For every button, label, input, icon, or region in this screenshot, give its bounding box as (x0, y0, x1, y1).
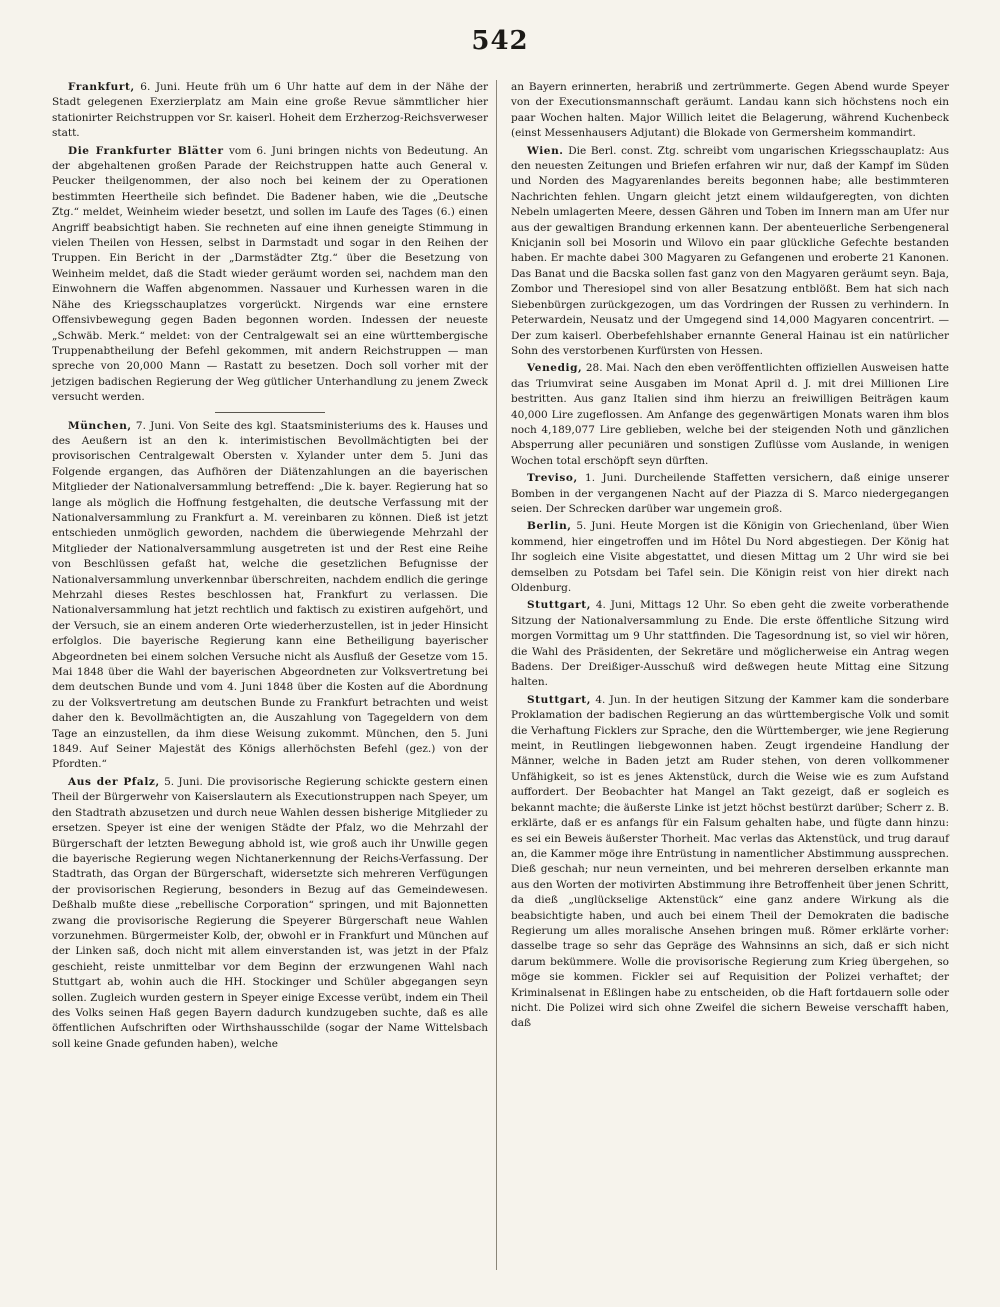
article-title: Treviso, (527, 472, 578, 485)
article-text: 5. Juni. Heute Morgen ist die Königin von Griechenland, über Wien kommend, hier eingetroffen und im Hôtel Du Nord abgestiegen. Der König hat Ihr sogleich eine Visite abgestattet, und diesen Mittag um 2 Uhr wird sie bei demselben zu Potsdam bei Tafel sein. Die Königin reist von hier direkt nach Oldenburg. (511, 520, 950, 594)
article-title: Die Frankfurter Blätter (68, 144, 224, 157)
article-frankfurt (52, 80, 488, 142)
article-title: Wien. (527, 144, 564, 157)
article-title: Frankfurt, (68, 81, 135, 93)
article-text: vom 6. Juni bringen nichts von Bedeutung. An der abgehaltenen großen Parade der Reichstruppen hatte auch General v. Peucker theilgenommen, der also noch bei keinem der zu Operationen bestimmten Heertheile sich befindet. Die Badener haben, wie die „Deutsche Ztg.“ meldet, Weinheim wieder besetzt, und sollen im Laufe des Tages (6.) einen Angriff beabsichtigt haben. Sie rechneten auf eine ihnen geneigte Stimmung in vielen Theilen von Hessen, selbst in Darmstadt und sogar in den Reihen der Truppen. Ein Bericht in der „Darmstädter Ztg.“ über die Besetzung von Weinheim meldet, daß die Stadt wieder geräumt worden sei, nachdem man den Einwohnern die Waffen abgenommen. Nassauer und Kurhessen waren in die Nähe des Kriegsschauplatzes vorgerückt. Nirgends war eine ernstere Offensivbewegung gegen Baden begonnen worden. Indessen der neueste „Schwäb. Merk.“ meldet: von der Centralgewalt sei an eine württembergische Truppenabtheilung der Befehl gekommen, mit andern Reichstruppen — man spreche von 20,000 Mann — Rastatt zu besetzen. Doch soll vorher mit der jetzigen badischen Regierung der Weg gütlicher Unterhandlung zu jenem Zweck versucht werden. (52, 144, 488, 404)
left-column (52, 80, 488, 1052)
article-pfalz (52, 775, 488, 1052)
article-venedig (511, 361, 949, 469)
column-divider (496, 80, 497, 1270)
article-text: 7. Juni. Von Seite des kgl. Staatsministeriums des k. Hauses und des Aeußern ist an den k. interimistischen Bevollmächtigten bei der provisorischen Centralgewalt Obersten v. Xylander unter dem 5. Juni das Folgende ergangen, das Aufhören der Diätenzahlungen an die bayerischen Mitglieder der Nationalversammlung betreffend: „Die k. bayer. Regierung hat so lange als möglich die Hoffnung festgehalten, die deutsche Verfassung mit der Nationalversammlung zu Frankfurt a. M. vereinbaren zu können. Dieß ist jetzt entschieden unmöglich geworden, nachdem die überwiegende Mehrzahl der Mitglieder der Nationalversammlung ausgetreten ist und der Rest eine Reihe von Beschlüssen gefaßt hat, welche die gesetzlichen Befugnisse der Nationalversammlung unverkennbar überschreiten, nachdem endlich die geringe Mehrzahl dieses Restes beschlossen hat, Frankfurt zu verlassen. Die Nationalversammlung hat jetzt rechtlich und faktisch zu existiren aufgehört, und der Versuch, sie an einem anderen Orte wiederherzustellen, ist in jeder Hinsicht erfolglos. Die bayerische Regierung kann eine Betheiligung bayerischer Abgeordneten bei einem solchen Versuche nicht als Ausfluß der Gesetze vom 15. Mai 1848 über die Wahl der bayerischen Abgeordneten zur Volksvertretung bei dem deutschen Bunde und vom 4. Juni 1848 über die Kosten auf die Abordnung zu der Volksvertretung am deutschen Bunde zu Frankfurt betrachten und weist daher den k. Bevollmächtigten an, die Auszahlung von Tagegeldern von dem Tage an einzustellen, da ihm diese Weisung zukommt. München, den 5. Juni 1849. Auf Seiner Majestät des Königs allerhöchsten Befehl (gez.) von der Pfordten.“ (52, 419, 488, 771)
article-text: 28. Mai. Nach den eben veröffentlichten offiziellen Ausweisen hatte das Triumvirat seine Ausgaben im Monat April d. J. mit drei Millionen Lire bestritten. Aus ganz Italien sind ihm hierzu an freiwilligen Beiträgen kaum 40,000 Lire zugeflossen. Am Anfange des gegenwärtigen Monats waren ihm blos noch 4,189,077 Lire geblieben, welche bei der steigenden Noth und gänzlichen Absperrung aller pecuniären und sonstigen Zuflüsse vom Auslande, in wenigen Wochen total erschöpft seyn dürften. (511, 362, 949, 467)
article-berlin (511, 519, 949, 596)
article-continuation: an Bayern erinnerten, herabriß und zertrümmerte. Gegen Abend wurde Speyer von der Executionsmannschaft geräumt. Landau kann sich höchstens noch ein paar Wochen halten. Major Willich leitet die Belagerung, während Kuchenbeck (einst Messenhausers Adjutant) die Blokade von Germersheim kommandirt. (511, 81, 949, 140)
article-text: 4. Jun. In der heutigen Sitzung der Kammer kam die sonderbare Proklamation der badischen Regierung an das württembergische Volk und somit die Verhaftung Ficklers zur Sprache, den die Württemberger, wie jene Regierung meint, in Reutlingen liebgewonnen haben. Zeugt irgendeine Handlung der Männer, welche in Baden jetzt am Ruder stehen, von deren vollkommener Unfähigkeit, so ist es jenes Aktenstück, durch die Weise wie es zum Aufstand auffordert. Der Beobachter hat Mangel an Takt gezeigt, daß er sogleich es bekannt machte; die äußerste Linke ist jetzt höchst bestürzt darüber; Scherr z. B. erklärte, daß er es anfangs für ein Falsum gehalten habe, und fügte dann hinzu: es sei ein Beweis äußerster Thorheit. Mac verlas das Aktenstück, und trug darauf an, die Kammer möge ihre Entrüstung in namentlicher Abstimmung aussprechen. Dieß geschah; nur neun verneinten, und bei mehreren derselben erkannte man aus den Worten der motivirten Abstimmung ihre Betroffenheit über jenen Schritt, da dieß „unglückselige Aktenstück“ eine ganz andere Wirkung als die beabsichtigte haben, und auch bei einem Theil der Demokraten die badische Regierung um alles moralische Ansehen bringen muß. Römer erklärte vorher: dasselbe trage so sehr das Gepräge des Wahnsinns an sich, daß er sich nicht darum bekümmere. Wolle die provisorische Regierung zum Krieg übergehen, so möge sie kommen. Fickler sei auf Requisition der Polizei verhaftet; der Kriminalsenat in Eßlingen habe zu entscheiden, ob die Haft fortdauern solle oder nicht. Die Polizei wird sich ohne Zweifel die sichern Beweise verschafft haben, daß (511, 693, 949, 1030)
article-title: Stuttgart, (527, 599, 591, 612)
article-title: Stuttgart, (527, 693, 591, 706)
article-wien (511, 144, 949, 360)
article-title: Berlin, (527, 520, 572, 533)
article-text: 5. Juni. Die provisorische Regierung schickte gestern einen Theil der Bürgerwehr von Kaiserslautern als Executionstruppen nach Speyer, um den Stadtrath abzusetzen und durch neue Wahlen dessen bisherige Mitglieder zu ersetzen. Speyer ist eine der wenigen Städte der Pfalz, wo die Mehrzahl der Bürgerschaft der letzten Bewegung abhold ist, wie groß auch ihr Unwille gegen die bayerische Regierung wegen Nichtanerkennung der Reichs-Verfassung. Der Stadtrath, das Organ der Bürgerschaft, widersetzte sich mehreren Verfügungen der provisorischen Regierung, besonders in Bezug auf das Gemeindewesen. Deßhalb mußte diese „rebellische Corporation“ springen, und mit Bajonnetten zwang die provisorische Regierung die Speyerer Bürgerschaft neue Wahlen vorzunehmen. Bürgermeister Kolb, der, obwohl er in Frankfurt und München auf der Linken saß, doch nicht mit allem einverstanden ist, was jetzt in der Pfalz geschieht, reiste unmittelbar vor dem Beginn der erzwungenen Wahl nach Stuttgart ab, wohin auch die HH. Stockinger und Schüler abgegangen seyn sollen. Zugleich wurden gestern in Speyer einige Excesse verübt, indem ein Theil des Volks seinen Haß gegen Bayern dadurch kundzugeben suchte, daß es alle öffentlichen Aufschriften oder Wirthshausschilde (sogar der Name Wittelsbach soll keine Gnade gefunden haben), welche (52, 775, 489, 1050)
article-frankfurter-blaetter (52, 144, 488, 406)
right-column (511, 80, 949, 1032)
article-muenchen (52, 419, 488, 773)
article-text: Die Berl. const. Ztg. schreibt vom ungarischen Kriegsschauplatz: Aus den neuesten Zeitungen und Briefen erfahren wir nur, daß der Kampf im Süden und Norden des Magyarenlandes bereits begonnen habe; alle bestimmteren Nachrichten fehlen. Ungarn gleicht jetzt einem wildaufgeregten, von dichten Nebeln umlagerten Meere, dessen Gähren und Toben im Innern man am Ufer nur aus der gewaltigen Brandung erkennen kann. Der abenteuerliche Serbengeneral Knicjanin soll bei Mosorin und Wilovo ein paar glückliche Gefechte bestanden haben. Er machte dabei 300 Magyaren zu Gefangenen und eroberte 21 Kanonen. Das Banat und die Bacska sollen fast ganz von den Magyaren geräumt seyn. Baja, Zombor und Theresiopel sind von aller Besatzung entblößt. Bem hat sich nach Siebenbürgen zurückgezogen, um das Vordringen der Russen zu verhindern. In Peterwardein, Neusatz und der Umgegend sind 14,000 Magyaren concentrirt. — Der zum kaiserl. Oberbefehlshaber ernannte General Hainau ist ein natürlicher Sohn des verstorbenen Kurfürsten von Hessen. (511, 144, 950, 357)
article-stuttgart-1 (511, 598, 949, 690)
article-stuttgart-2 (511, 693, 949, 1032)
section-divider (215, 412, 325, 413)
article-text: 4. Juni, Mittags 12 Uhr. So eben geht die zweite vorberathende Sitzung der Nationalversammlung zu Ende. Die erste öffentliche Sitzung wird morgen Vormittag um 9 Uhr stattfinden. Die Tagesordnung ist, so viel wir hören, die Wahl des Präsidenten, der Sekretäre und möglicherweise ein Antrag wegen Badens. Der Dreißiger-Ausschuß wird deßwegen heute Mittag eine Sitzung halten. (511, 599, 949, 689)
article-text: 6. Juni. Heute früh um 6 Uhr hatte auf dem in der Nähe der Stadt gelegenen Exerzierplatz am Main eine große Revue sämmtlicher hier stationirter Reichstruppen vor Sr. kaiserl. Hoheit dem Erzherzog-Reichsverweser statt. (52, 81, 489, 140)
article-title: Venedig, (527, 362, 583, 375)
article-title: München, (68, 419, 132, 432)
page-number: 542 (471, 26, 529, 56)
article-title: Aus der Pfalz, (68, 775, 160, 788)
article-treviso (511, 471, 949, 517)
article-text: 1. Juni. Durcheilende Staffetten versichern, daß einige unserer Bomben in der vergangenen Nacht auf der Piazza di S. Marco niedergegangen seien. Der Schrecken darüber war ungemein groß. (511, 472, 949, 515)
